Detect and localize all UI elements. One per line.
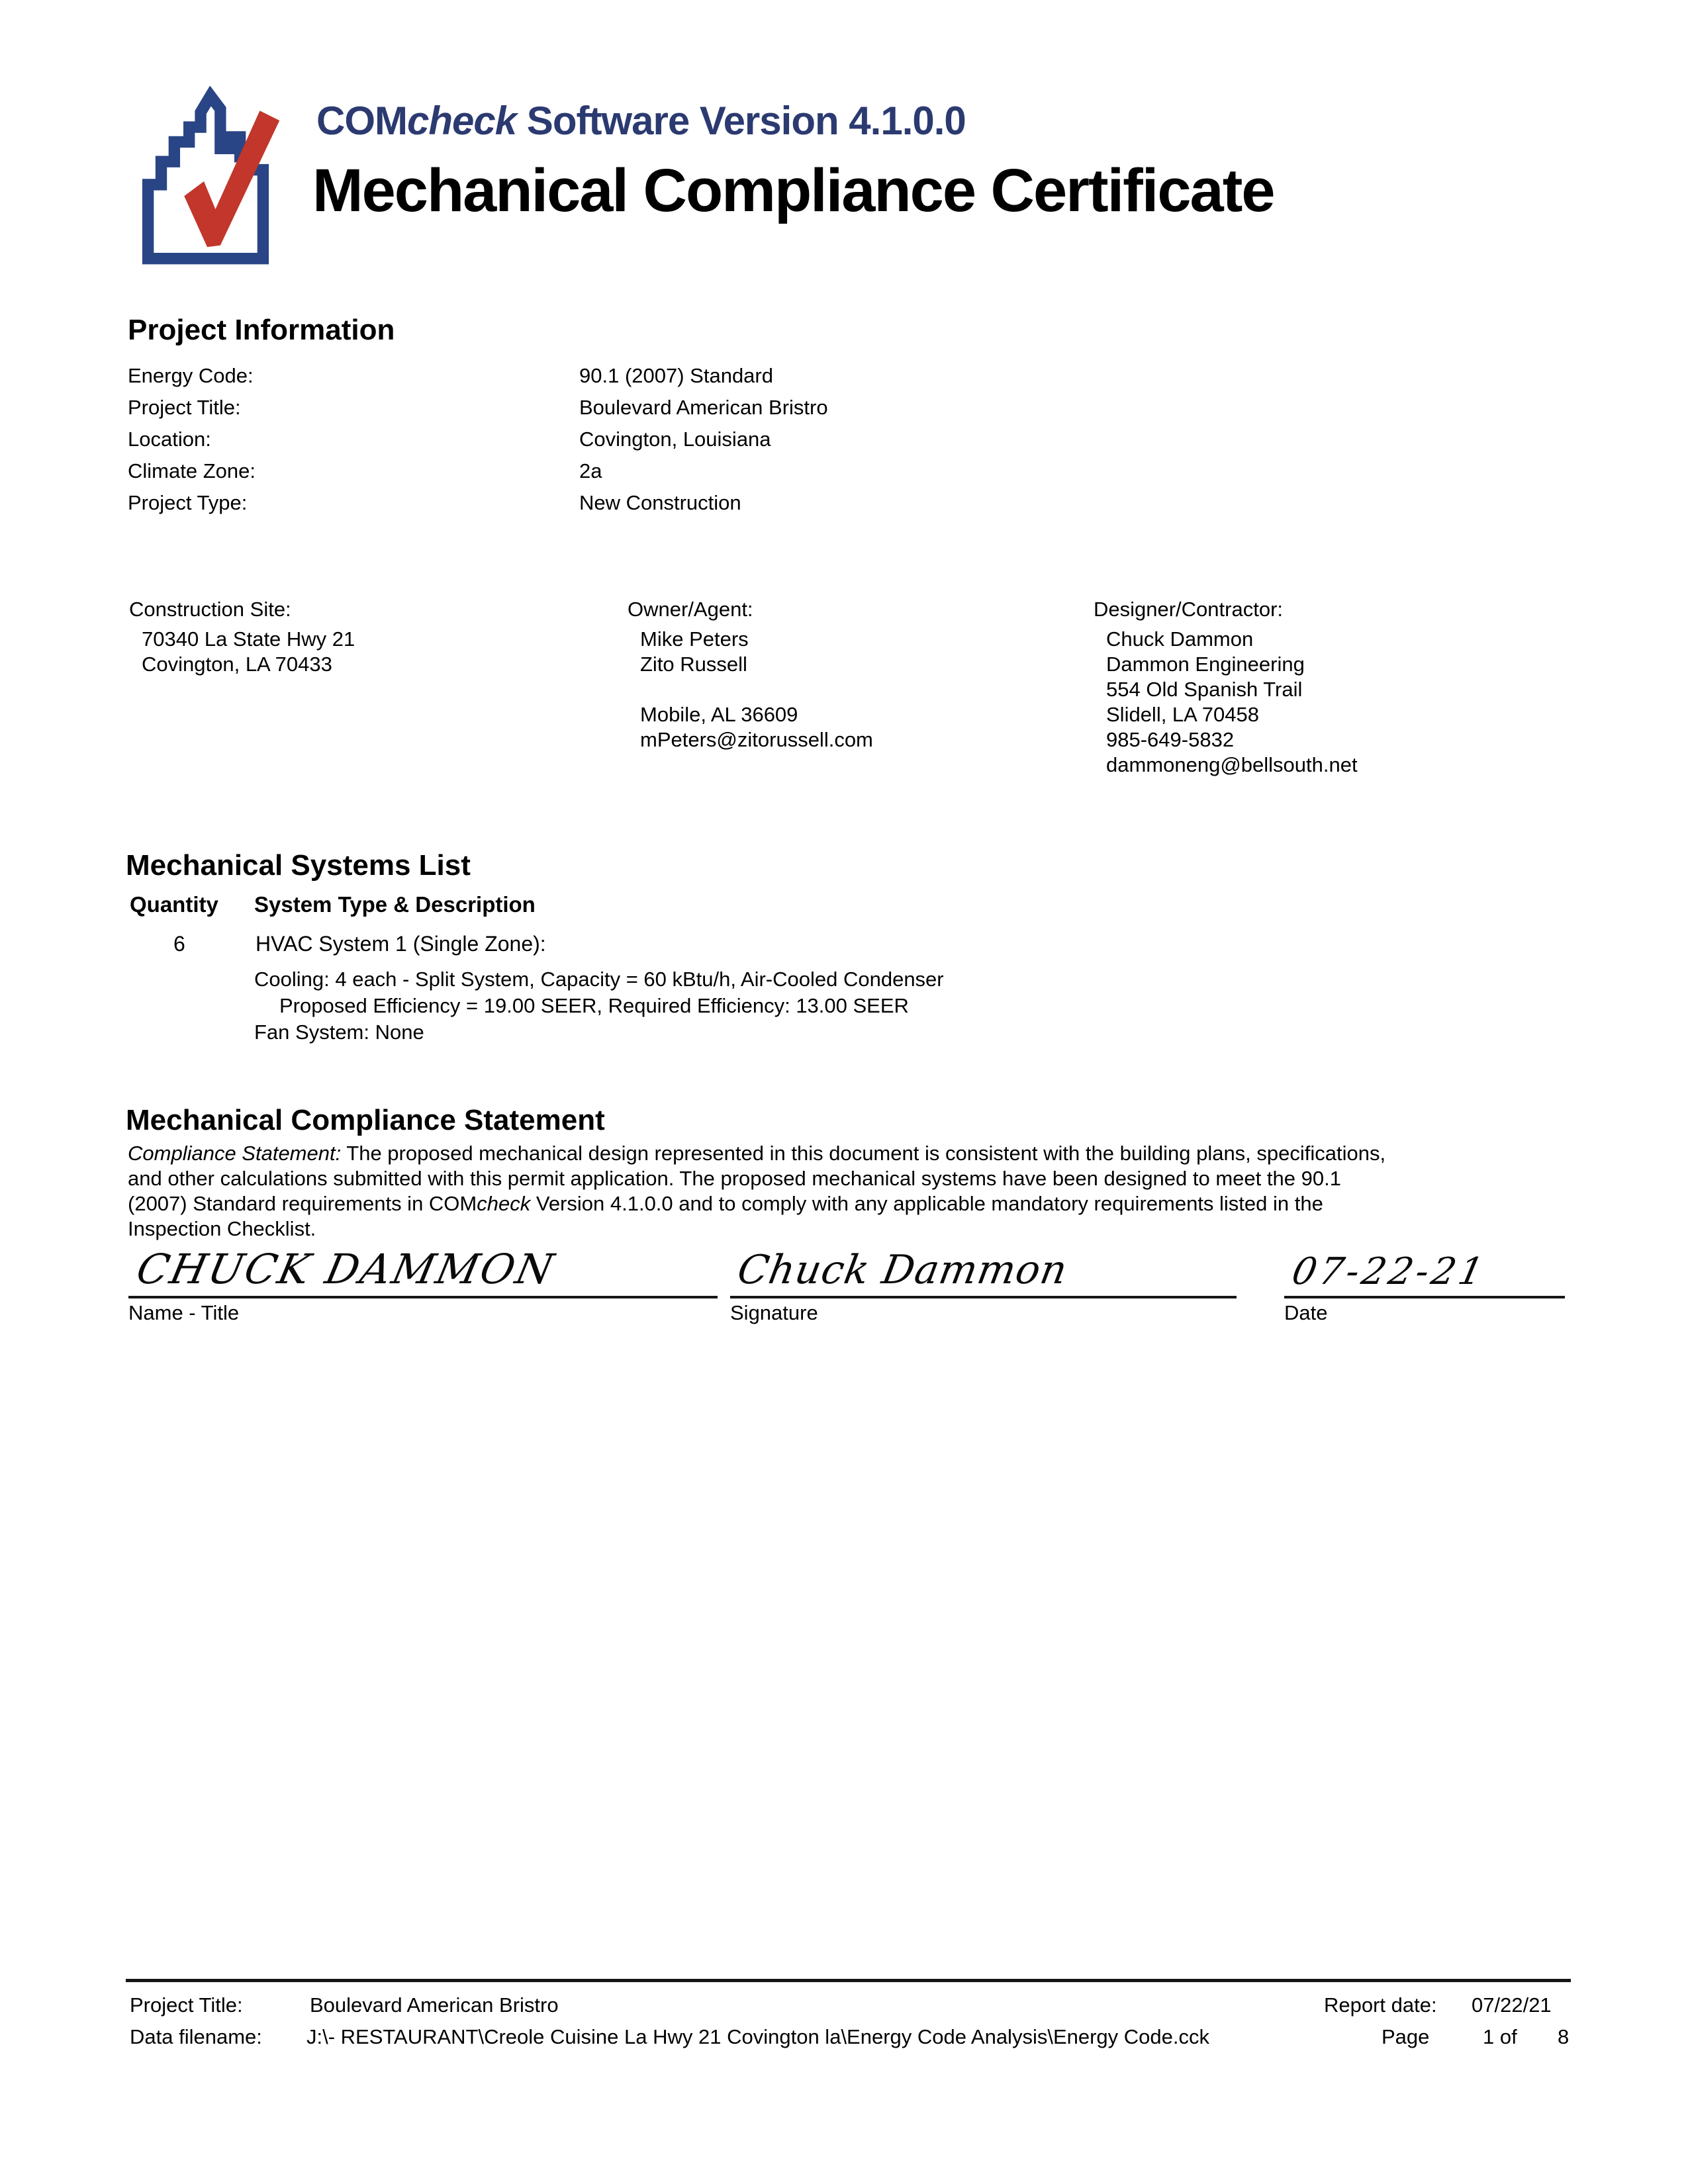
- field-label: Energy Code:: [128, 364, 254, 387]
- compliance-statement-paragraph: [128, 1141, 1405, 1242]
- project-info-row: [128, 428, 828, 459]
- construction-site-heading: Construction Site:: [129, 598, 291, 621]
- compliance-statement-lead: Compliance Statement:: [128, 1142, 342, 1165]
- signature-line: [730, 1235, 1237, 1324]
- field-value: Covington, Louisiana: [579, 428, 771, 451]
- designer-contractor-heading: Designer/Contractor:: [1094, 598, 1284, 621]
- address-line: 70340 La State Hwy 21: [142, 627, 355, 651]
- column-header-description: System Type & Description: [254, 892, 536, 917]
- system-detail-efficiency: Proposed Efficiency = 19.00 SEER, Required Efficiency: 13.00 SEER: [279, 994, 909, 1017]
- system-detail-cooling: Cooling: 4 each - Split System, Capacity = 60 kBtu/h, Air-Cooled Condenser: [254, 968, 944, 991]
- compliance-statement-body-end: Version 4.1.0.0 and to comply with any applicable mandatory requirements listed in the Inspection Checklist.: [128, 1192, 1323, 1240]
- footer-rule: [126, 1979, 1571, 1982]
- compliance-statement-body: The proposed mechanical design represented in this document is consistent with the building plans, specifications, and other calculations submitted with this permit application. The proposed mechanical systems have been designed to meet the 90.1 (2007) Standard requirements in COM: [128, 1142, 1386, 1215]
- footer-data-filename-value: J:\- RESTAURANT\Creole Cuisine La Hwy 21 Covington la\Energy Code Analysis\Energy Code.cck: [306, 2025, 1209, 2048]
- system-title: HVAC System 1 (Single Zone):: [256, 932, 546, 956]
- app-title-prefix: COM: [316, 99, 407, 143]
- owner-agent-heading: Owner/Agent:: [628, 598, 753, 621]
- date-label: Date: [1284, 1301, 1328, 1324]
- date-handwriting: 07-22-21: [1288, 1250, 1491, 1293]
- column-header-quantity: Quantity: [130, 892, 218, 917]
- app-title-check: check: [406, 99, 517, 143]
- app-title-suffix: Software Version 4.1.0.0: [516, 99, 966, 143]
- footer-data-filename-label: Data filename:: [130, 2025, 262, 2048]
- contact-line: Chuck Dammon: [1106, 627, 1254, 651]
- footer-page-label: Page: [1382, 2025, 1430, 2048]
- project-information-rows: [128, 364, 828, 523]
- designer-contractor-column: [1094, 598, 1358, 778]
- system-detail-fan: Fan System: None: [254, 1021, 424, 1044]
- date-signature-line: [1284, 1235, 1565, 1324]
- project-information-heading: Project Information: [128, 314, 395, 346]
- field-value: Boulevard American Bristro: [579, 396, 828, 419]
- address-line: Covington, LA 70433: [142, 653, 332, 676]
- contact-line: Zito Russell: [640, 653, 747, 676]
- construction-site-column: [129, 598, 355, 678]
- contact-line: 985-649-5832: [1106, 728, 1235, 751]
- contact-line: Slidell, LA 70458: [1106, 703, 1259, 726]
- system-quantity: 6: [173, 932, 185, 956]
- comcheck-logo-icon: [124, 86, 290, 270]
- project-info-row: [128, 396, 828, 428]
- comcheck-italic-word: check: [477, 1192, 531, 1215]
- signature-label: Signature: [730, 1301, 818, 1324]
- footer-project-title-value: Boulevard American Bristro: [310, 1993, 559, 2017]
- name-title-handwriting: CHUCK DAMMON: [132, 1245, 560, 1293]
- system-details: [254, 968, 944, 1047]
- app-title: [316, 98, 966, 144]
- contact-line: [628, 678, 873, 703]
- project-info-row: [128, 491, 828, 523]
- name-title-signature-line: [128, 1235, 718, 1324]
- field-value: 90.1 (2007) Standard: [579, 364, 773, 387]
- field-label: Project Title:: [128, 396, 241, 419]
- signature-handwriting: Chuck Dammon: [734, 1247, 1072, 1293]
- contact-line: Dammon Engineering: [1106, 653, 1305, 676]
- footer-page-current: 1 of: [1483, 2025, 1517, 2048]
- footer-report-date-value: 07/22/21: [1472, 1993, 1552, 2017]
- project-info-row: [128, 459, 828, 491]
- contact-line: Mobile, AL 36609: [640, 703, 798, 726]
- contact-line: mPeters@zitorussell.com: [640, 728, 873, 751]
- footer-page-total: 8: [1558, 2025, 1570, 2048]
- mechanical-systems-heading: Mechanical Systems List: [126, 849, 471, 882]
- owner-agent-column: [628, 598, 873, 753]
- compliance-statement-heading: Mechanical Compliance Statement: [126, 1104, 605, 1136]
- footer-report-date-label: Report date:: [1324, 1993, 1437, 2017]
- field-label: Location:: [128, 428, 211, 451]
- footer-project-title-label: Project Title:: [130, 1993, 243, 2017]
- contact-line: 554 Old Spanish Trail: [1106, 678, 1303, 701]
- project-info-row: [128, 364, 828, 396]
- document-title: Mechanical Compliance Certificate: [312, 157, 1274, 224]
- field-label: Climate Zone:: [128, 459, 256, 482]
- name-title-label: Name - Title: [128, 1301, 240, 1324]
- contact-line: Mike Peters: [640, 627, 749, 651]
- field-label: Project Type:: [128, 491, 248, 514]
- contact-line: dammoneng@bellsouth.net: [1106, 753, 1358, 776]
- field-value: 2a: [579, 459, 602, 482]
- field-value: New Construction: [579, 491, 741, 514]
